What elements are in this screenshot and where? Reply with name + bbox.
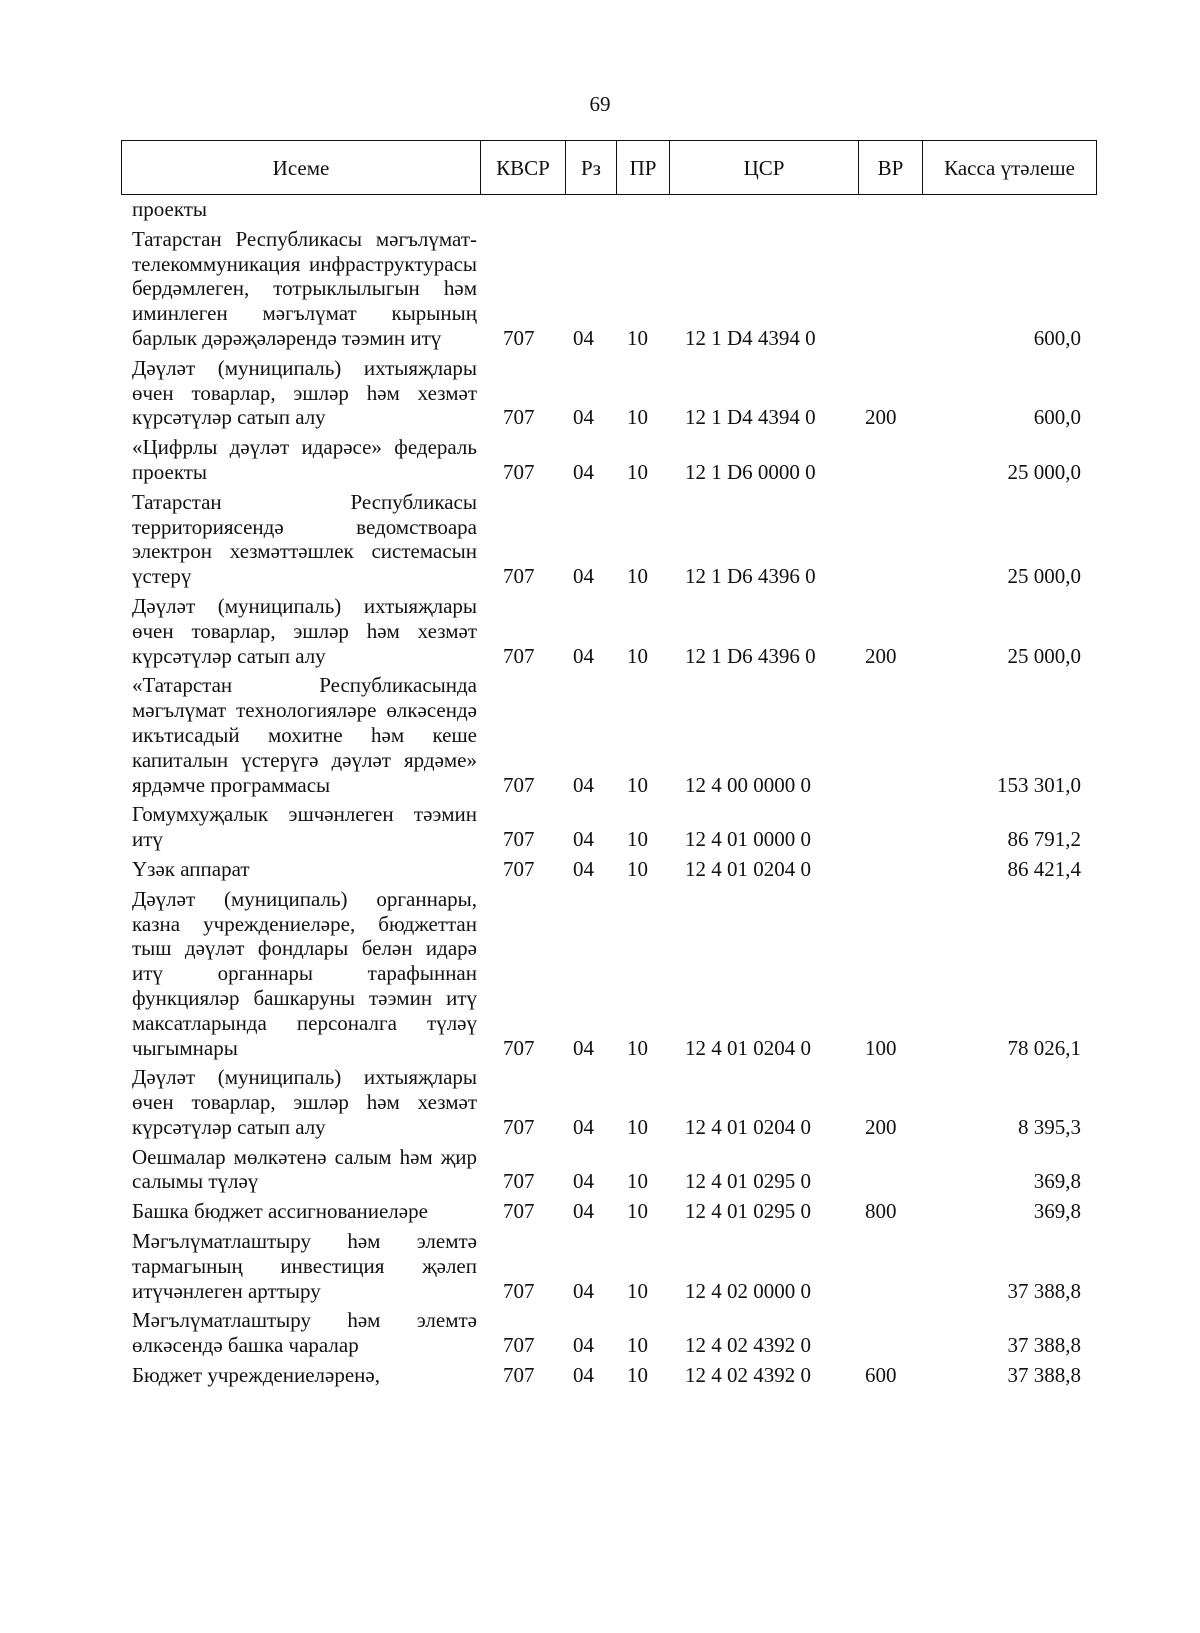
row-kvsr: 707: [503, 1035, 535, 1060]
row-rz: 04: [573, 459, 594, 484]
row-rz: 04: [573, 564, 594, 589]
row-kassa: 153 301,0: [997, 772, 1081, 797]
row-name: Үзәк аппарат: [132, 856, 250, 881]
table-row: [121, 673, 1091, 797]
row-kassa: 25 000,0: [1007, 564, 1081, 589]
row-name: Дәүләт (муниципаль) ихтыяҗлары өчен товарлар, эшләр һәм хезмәт күрсәтүләр сатып алу: [132, 1065, 477, 1139]
row-kvsr: 707: [503, 1169, 535, 1194]
row-pr: 10: [627, 564, 648, 589]
row-kassa: 37 388,8: [1007, 1333, 1081, 1358]
row-pr: 10: [627, 856, 648, 881]
row-kvsr: 707: [503, 856, 535, 881]
row-kvsr: 707: [503, 325, 535, 350]
row-kvsr: 707: [503, 459, 535, 484]
row-pr: 10: [627, 405, 648, 430]
row-kvsr: 707: [503, 643, 535, 668]
row-pr: 10: [627, 772, 648, 797]
row-name: Дәүләт (муниципаль) ихтыяҗлары өчен товарлар, эшләр һәм хезмәт күрсәтүләр сатып алу: [132, 355, 477, 430]
row-csr: 12 4 01 0204 0: [685, 856, 811, 881]
row-pr: 10: [627, 643, 648, 668]
table-row: [121, 594, 1091, 668]
row-kvsr: 707: [503, 1114, 535, 1139]
row-name: Оешмалар мөлкәтенә салым һәм җир салымы түләү: [132, 1144, 477, 1194]
row-vr: 200: [865, 405, 897, 430]
row-vr: 800: [865, 1199, 897, 1224]
row-name: Дәүләт (муниципаль) ихтыяҗлары өчен товарлар, эшләр һәм хезмәт күрсәтүләр сатып алу: [132, 593, 477, 668]
row-rz: 04: [573, 1114, 594, 1139]
row-vr: 200: [865, 643, 897, 668]
row-kvsr: 707: [503, 405, 535, 430]
row-kassa: 86 421,4: [1007, 856, 1081, 881]
table-row: [121, 857, 1091, 882]
header-rz: Рз: [566, 141, 617, 195]
row-kvsr: 707: [503, 564, 535, 589]
table-row: [121, 1229, 1091, 1303]
row-vr: 600: [865, 1363, 897, 1388]
header-vr: ВР: [859, 141, 923, 195]
row-kassa: 369,8: [1033, 1199, 1081, 1224]
row-kassa: 37 388,8: [1007, 1278, 1081, 1303]
row-csr: 12 4 02 4392 0: [685, 1333, 811, 1358]
header-row: [122, 141, 1097, 195]
row-kvsr: 707: [503, 1333, 535, 1358]
table-row: [121, 490, 1091, 589]
row-csr: 12 4 02 0000 0: [685, 1278, 811, 1303]
header-kvsr: КВСР: [481, 141, 566, 195]
row-name: проекты: [132, 197, 208, 221]
table-row: [121, 356, 1091, 430]
row-rz: 04: [573, 405, 594, 430]
row-csr: 12 1 D6 4396 0: [685, 564, 816, 589]
row-pr: 10: [627, 459, 648, 484]
row-pr: 10: [627, 1199, 648, 1224]
row-kvsr: 707: [503, 827, 535, 852]
row-rz: 04: [573, 1035, 594, 1060]
row-csr: 12 1 D4 4394 0: [685, 405, 816, 430]
row-csr: 12 4 01 0295 0: [685, 1169, 811, 1194]
page-number: 69: [589, 92, 611, 116]
row-kvsr: 707: [503, 772, 535, 797]
row-kassa: 8 395,3: [1018, 1114, 1081, 1139]
row-csr: 12 1 D4 4394 0: [685, 325, 816, 350]
table-row: [121, 1363, 1091, 1388]
table-row: [121, 197, 1091, 222]
row-rz: 04: [573, 1169, 594, 1194]
row-pr: 10: [627, 1363, 648, 1388]
row-rz: 04: [573, 827, 594, 852]
row-rz: 04: [573, 1333, 594, 1358]
row-csr: 12 4 02 4392 0: [685, 1363, 811, 1388]
row-vr: 200: [865, 1114, 897, 1139]
row-kassa: 37 388,8: [1007, 1363, 1081, 1388]
table-row: [121, 435, 1091, 485]
row-pr: 10: [627, 1333, 648, 1358]
row-pr: 10: [627, 1169, 648, 1194]
row-kassa: 369,8: [1033, 1169, 1081, 1194]
row-pr: 10: [627, 1035, 648, 1060]
header-name: Исеме: [122, 141, 481, 195]
row-name: Мәгълүматлаштыру һәм элемтә тармагының инвестиция җәлеп итүчәнлеген арттыру: [132, 1229, 477, 1303]
row-kassa: 600,0: [1033, 325, 1081, 350]
row-rz: 04: [573, 1363, 594, 1388]
row-name: «Татарстан Республикасында мәгълүмат технологияләре өлкәсендә икътисадый мохитне һәм кеше капиталын үстерүгә дәүләт ярдәме» ярдәмче программасы: [132, 673, 477, 797]
row-rz: 04: [573, 1278, 594, 1303]
row-kassa: 600,0: [1033, 405, 1081, 430]
row-pr: 10: [627, 1114, 648, 1139]
row-vr: 100: [865, 1035, 897, 1060]
row-name: Мәгълүматлаштыру һәм элемтә өлкәсендә башка чаралар: [132, 1308, 477, 1358]
row-csr: 12 4 01 0000 0: [685, 827, 811, 852]
table-row: [121, 1199, 1091, 1224]
row-rz: 04: [573, 643, 594, 668]
table-row: [121, 887, 1091, 1061]
row-pr: 10: [627, 827, 648, 852]
row-kassa: 25 000,0: [1007, 459, 1081, 484]
row-name: Башка бюджет ассигнованиеләре: [132, 1199, 428, 1224]
row-rz: 04: [573, 325, 594, 350]
table-row: [121, 802, 1091, 852]
header-pr: ПР: [617, 141, 670, 195]
row-csr: 12 4 00 0000 0: [685, 772, 811, 797]
row-rz: 04: [573, 1199, 594, 1224]
row-pr: 10: [627, 1278, 648, 1303]
row-kassa: 78 026,1: [1007, 1035, 1081, 1060]
table-header: [121, 140, 1097, 195]
row-kvsr: 707: [503, 1199, 535, 1224]
table-row: [121, 227, 1091, 351]
row-rz: 04: [573, 772, 594, 797]
row-name: Татарстан Республикасы территориясендә ведомствоара электрон хезмәттәшлек системасын үстерү: [132, 489, 477, 589]
row-pr: 10: [627, 325, 648, 350]
header-csr: ЦСР: [670, 141, 859, 195]
row-name: «Цифрлы дәүләт идарәсе» федераль проекты: [132, 435, 477, 484]
row-rz: 04: [573, 856, 594, 881]
row-csr: 12 1 D6 0000 0: [685, 459, 816, 484]
row-kvsr: 707: [503, 1278, 535, 1303]
row-name: Бюджет учреждениеләренә,: [132, 1363, 380, 1388]
row-csr: 12 4 01 0204 0: [685, 1114, 811, 1139]
table-body: [121, 197, 1091, 1393]
row-csr: 12 4 01 0204 0: [685, 1035, 811, 1060]
table-row: [121, 1145, 1091, 1195]
row-name: Дәүләт (муниципаль) органнары, казна учреждениеләре, бюджеттан тыш дәүләт фондлары белән идарә итү органнары тарафыннан функцияләр башкаруны тәэмин итү максатларында персоналга түләү чыгымнары: [132, 886, 477, 1060]
row-csr: 12 4 01 0295 0: [685, 1199, 811, 1224]
header-kassa: Касса үтәлеше: [923, 141, 1097, 195]
table-row: [121, 1308, 1091, 1358]
row-kassa: 86 791,2: [1007, 827, 1081, 852]
row-name: Татарстан Республикасы мәгълүмат-телекоммуникация инфраструктурасы бердәмлеген, тотрыклылыгын һәм иминлеген мәгълүмат кырының барлык дәрәҗәләрендә тәэмин итү: [132, 226, 477, 350]
table-row: [121, 1065, 1091, 1139]
row-kassa: 25 000,0: [1007, 643, 1081, 668]
row-csr: 12 1 D6 4396 0: [685, 643, 816, 668]
row-name: Гомумхуҗалык эшчәнлеген тәэмин итү: [132, 802, 477, 852]
row-kvsr: 707: [503, 1363, 535, 1388]
